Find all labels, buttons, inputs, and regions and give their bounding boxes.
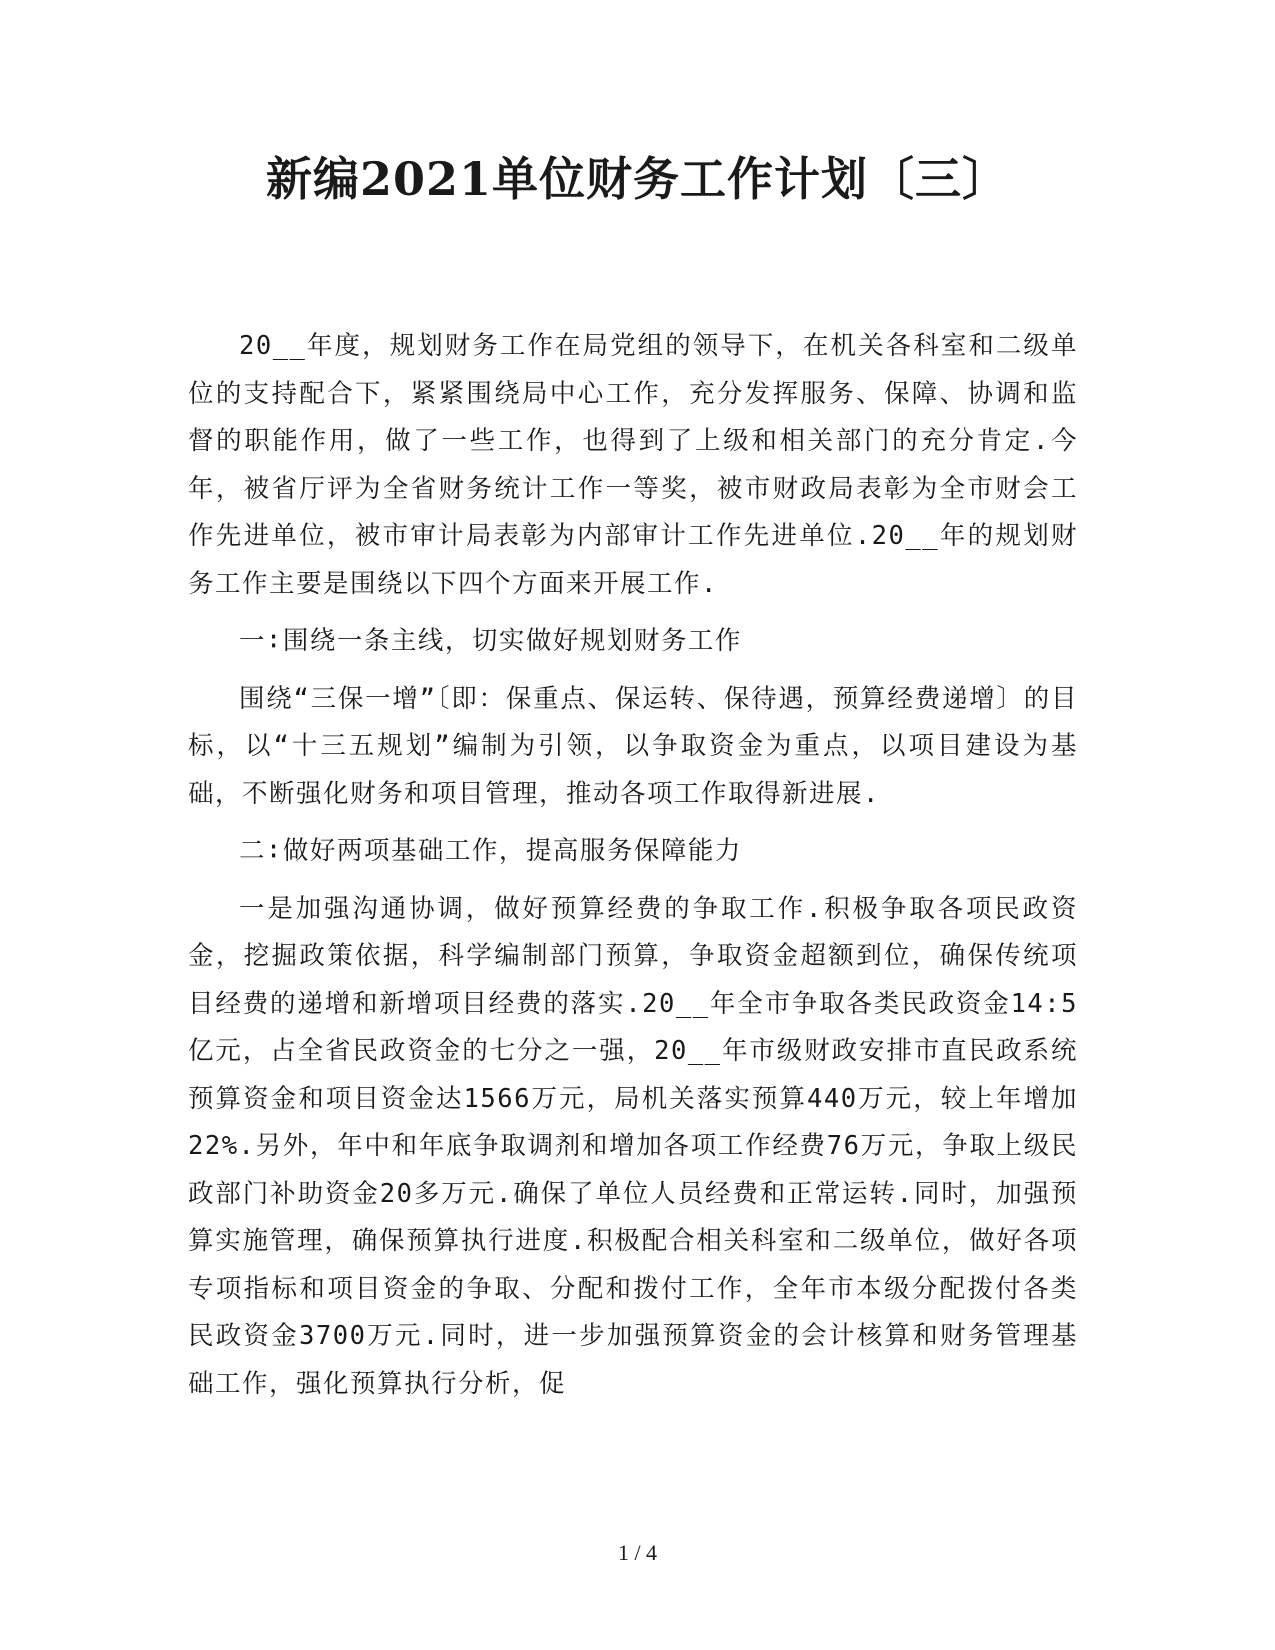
- page-number: 1 / 4: [617, 1540, 658, 1565]
- paragraph-section-two: 一是加强沟通协调，做好预算经费的争取工作.积极争取各项民政资金，挖掘政策依据，科学编制部门预算，争取资金超额到位，确保传统项目经费的递增和新增项目经费的落实.20__年全市争取各类民政资金14:5亿元，占全省民政资金的七分之一强，20__年市级财政安排市直民政系统预算资金和项目资金达1566万元，局机关落实预算440万元，较上年增加22%.另外，年中和年底争取调剂和增加各项工作经费76万元，争取上级民政部门补助资金20多万元.确保了单位人员经费和正常运转.同时，加强预算实施管理，确保预算执行进度.积极配合相关科室和二级单位，做好各项专项指标和项目资金的争取、分配和拨付工作，全年市本级分配拨付各类民政资金3700万元.同时，进一步加强预算资金的会计核算和财务管理基础工作，强化预算执行分析，促: [188, 893, 1078, 1399]
- document-body: [188, 323, 1078, 1418]
- section-heading-two: 二∶做好两项基础工作，提高服务保障能力: [239, 836, 742, 866]
- paragraph-section-one: 围绕“三保一增”〔即：保重点、保运转、保待遇，预算经费递增〕的目标，以“十三五规划”编制为引领，以争取资金为重点，以项目建设为基础，不断强化财务和项目管理，推动各项工作取得新进展.: [188, 683, 1078, 809]
- section-heading-one: 一∶围绕一条主线，切实做好规划财务工作: [239, 626, 742, 656]
- document-title: 新编2021单位财务工作计划〔三〕: [265, 152, 1010, 206]
- paragraph-intro: 20__年度，规划财务工作在局党组的领导下，在机关各科室和二级单位的支持配合下，紧紧围绕局中心工作，充分发挥服务、保障、协调和监督的职能作用，做了一些工作，也得到了上级和相关部门的充分肯定.今年，被省厅评为全省财务统计工作一等奖，被市财政局表彰为全市财会工作先进单位，被市审计局表彰为内部审计工作先进单位.20__年的规划财务工作主要是围绕以下四个方面来开展工作.: [188, 331, 1078, 599]
